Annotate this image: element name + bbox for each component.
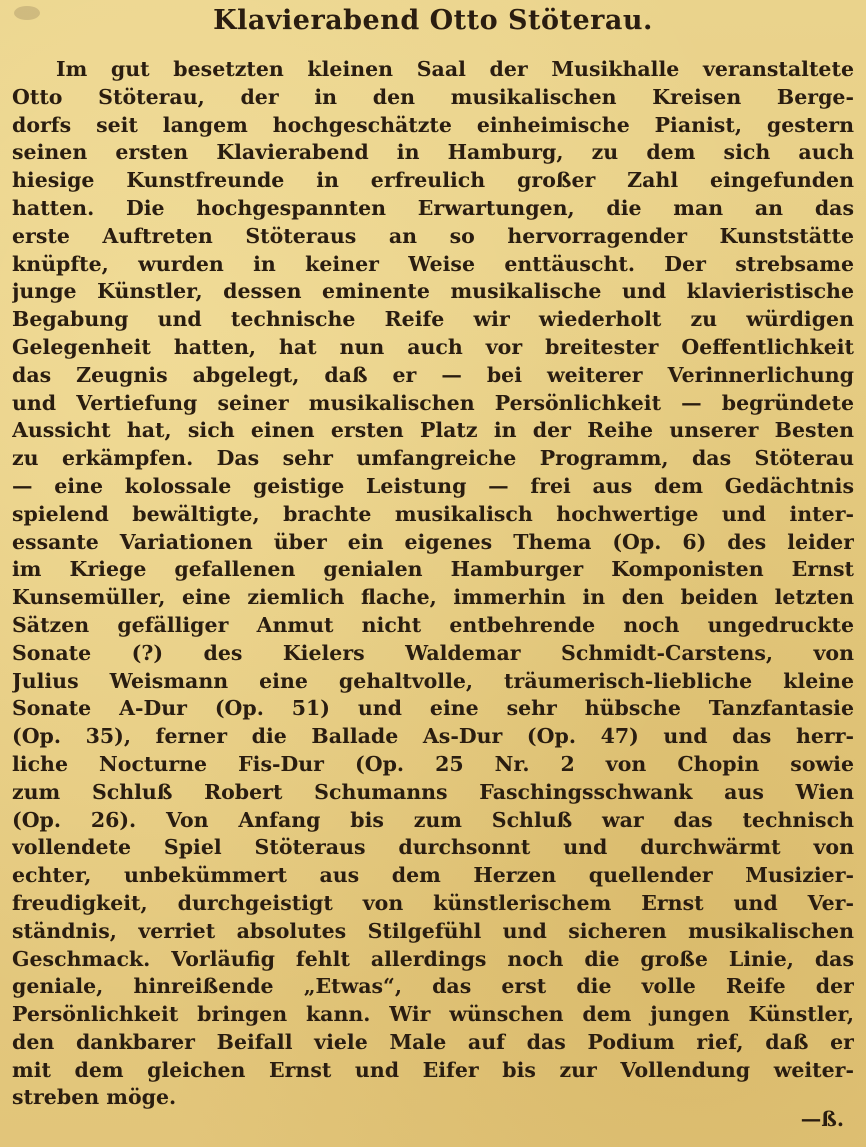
article-line: das Zeugnis abgelegt, daß er — bei weiterer Verinnerlichung [12,362,854,387]
article-line: den dankbarer Beifall viele Male auf das Podium rief, daß er [12,1029,854,1054]
article-line: und Vertiefung seiner musikalischen Persönlichkeit — begründete [12,390,854,415]
article-line: Sätzen gefälliger Anmut nicht entbehrende noch ungedruckte [12,612,854,637]
article-line: Im gut besetzten kleinen Saal der Musikhalle veranstaltete [56,57,854,81]
article-line: erste Auftreten Stöteraus an so hervorragender Kunststätte [12,223,854,248]
article-line: Sonate A-Dur (Op. 51) und eine sehr hübsche Tanzfantasie [12,696,854,721]
article-line: essante Variationen über ein eigenes Thema (Op. 6) des leider [12,529,854,554]
article-line: Geschmack. Vorläufig fehlt allerdings noch die große Linie, das [12,946,854,971]
article-line: dorfs seit langem hochgeschätzte einheimische Pianist, gestern [12,112,854,137]
article-line: Persönlichkeit bringen kann. Wir wünschen dem jungen Künstler, [12,1002,854,1027]
article-line: vollendete Spiel Stöteraus durchsonnt und durchwärmt von [12,835,854,860]
article-line: Sonate (?) des Kielers Waldemar Schmidt-Carstens, von [12,640,854,665]
article-line: ständnis, verriet absolutes Stilgefühl und sicheren musikalischen [12,918,854,943]
article-line: — eine kolossale geistige Leistung — frei aus dem Gedächtnis [12,473,854,498]
article-line: hatten. Die hochgespannten Erwartungen, die man an das [12,195,854,220]
article-line: Gelegenheit hatten, hat nun auch vor breitester Oeffentlichkeit [12,334,854,359]
article-line: seinen ersten Klavierabend in Hamburg, zu dem sich auch [12,140,854,165]
article-line: geniale, hinreißende „Etwas“, das erst die volle Reife der [12,974,854,999]
article-line: im Kriege gefallenen genialen Hamburger Komponisten Ernst [12,557,854,582]
article-line: zu erkämpfen. Das sehr umfangreiche Programm, das Stöterau [12,446,854,471]
article-line: freudigkeit, durchgeistigt von künstlerischem Ernst und Ver- [12,890,854,915]
article-line: liche Nocturne Fis-Dur (Op. 25 Nr. 2 von Chopin sowie [12,751,854,776]
article-line: (Op. 26). Von Anfang bis zum Schluß war das technisch [12,807,854,832]
article-line: echter, unbekümmert aus dem Herzen quellender Musizier- [12,863,854,888]
article-line: Otto Stöterau, der in den musikalischen Kreisen Berge- [12,84,854,109]
article-line: hiesige Kunstfreunde in erfreulich großer Zahl eingefunden [12,168,854,193]
author-signature: —ß. [800,1107,844,1131]
article-line: knüpfte, wurden in keiner Weise enttäuscht. Der strebsame [12,251,854,276]
article-line: streben möge. [12,1085,177,1110]
article-line: junge Künstler, dessen eminente musikalische und klavieristische [12,279,854,304]
article-line: zum Schluß Robert Schumanns Faschingsschwank aus Wien [12,779,854,804]
article-line: spielend bewältigte, brachte musikalisch hochwertige und inter- [12,501,854,526]
article-line: (Op. 35), ferner die Ballade As-Dur (Op. 47) und das herr- [12,724,854,749]
article-line: Kunsemüller, eine ziemlich flache, immerhin in den beiden letzten [12,585,854,610]
article-title: Klavierabend Otto Stöterau. [213,5,653,36]
article-line: mit dem gleichen Ernst und Eifer bis zur Vollendung weiter- [12,1057,854,1082]
article-line: Julius Weismann eine gehaltvolle, träumerisch-liebliche kleine [12,668,854,693]
article-body [12,56,854,1112]
article-line: Aussicht hat, sich einen ersten Platz in der Reihe unserer Besten [12,418,854,443]
article-line: Begabung und technische Reife wir wiederholt zu würdigen [12,307,854,332]
